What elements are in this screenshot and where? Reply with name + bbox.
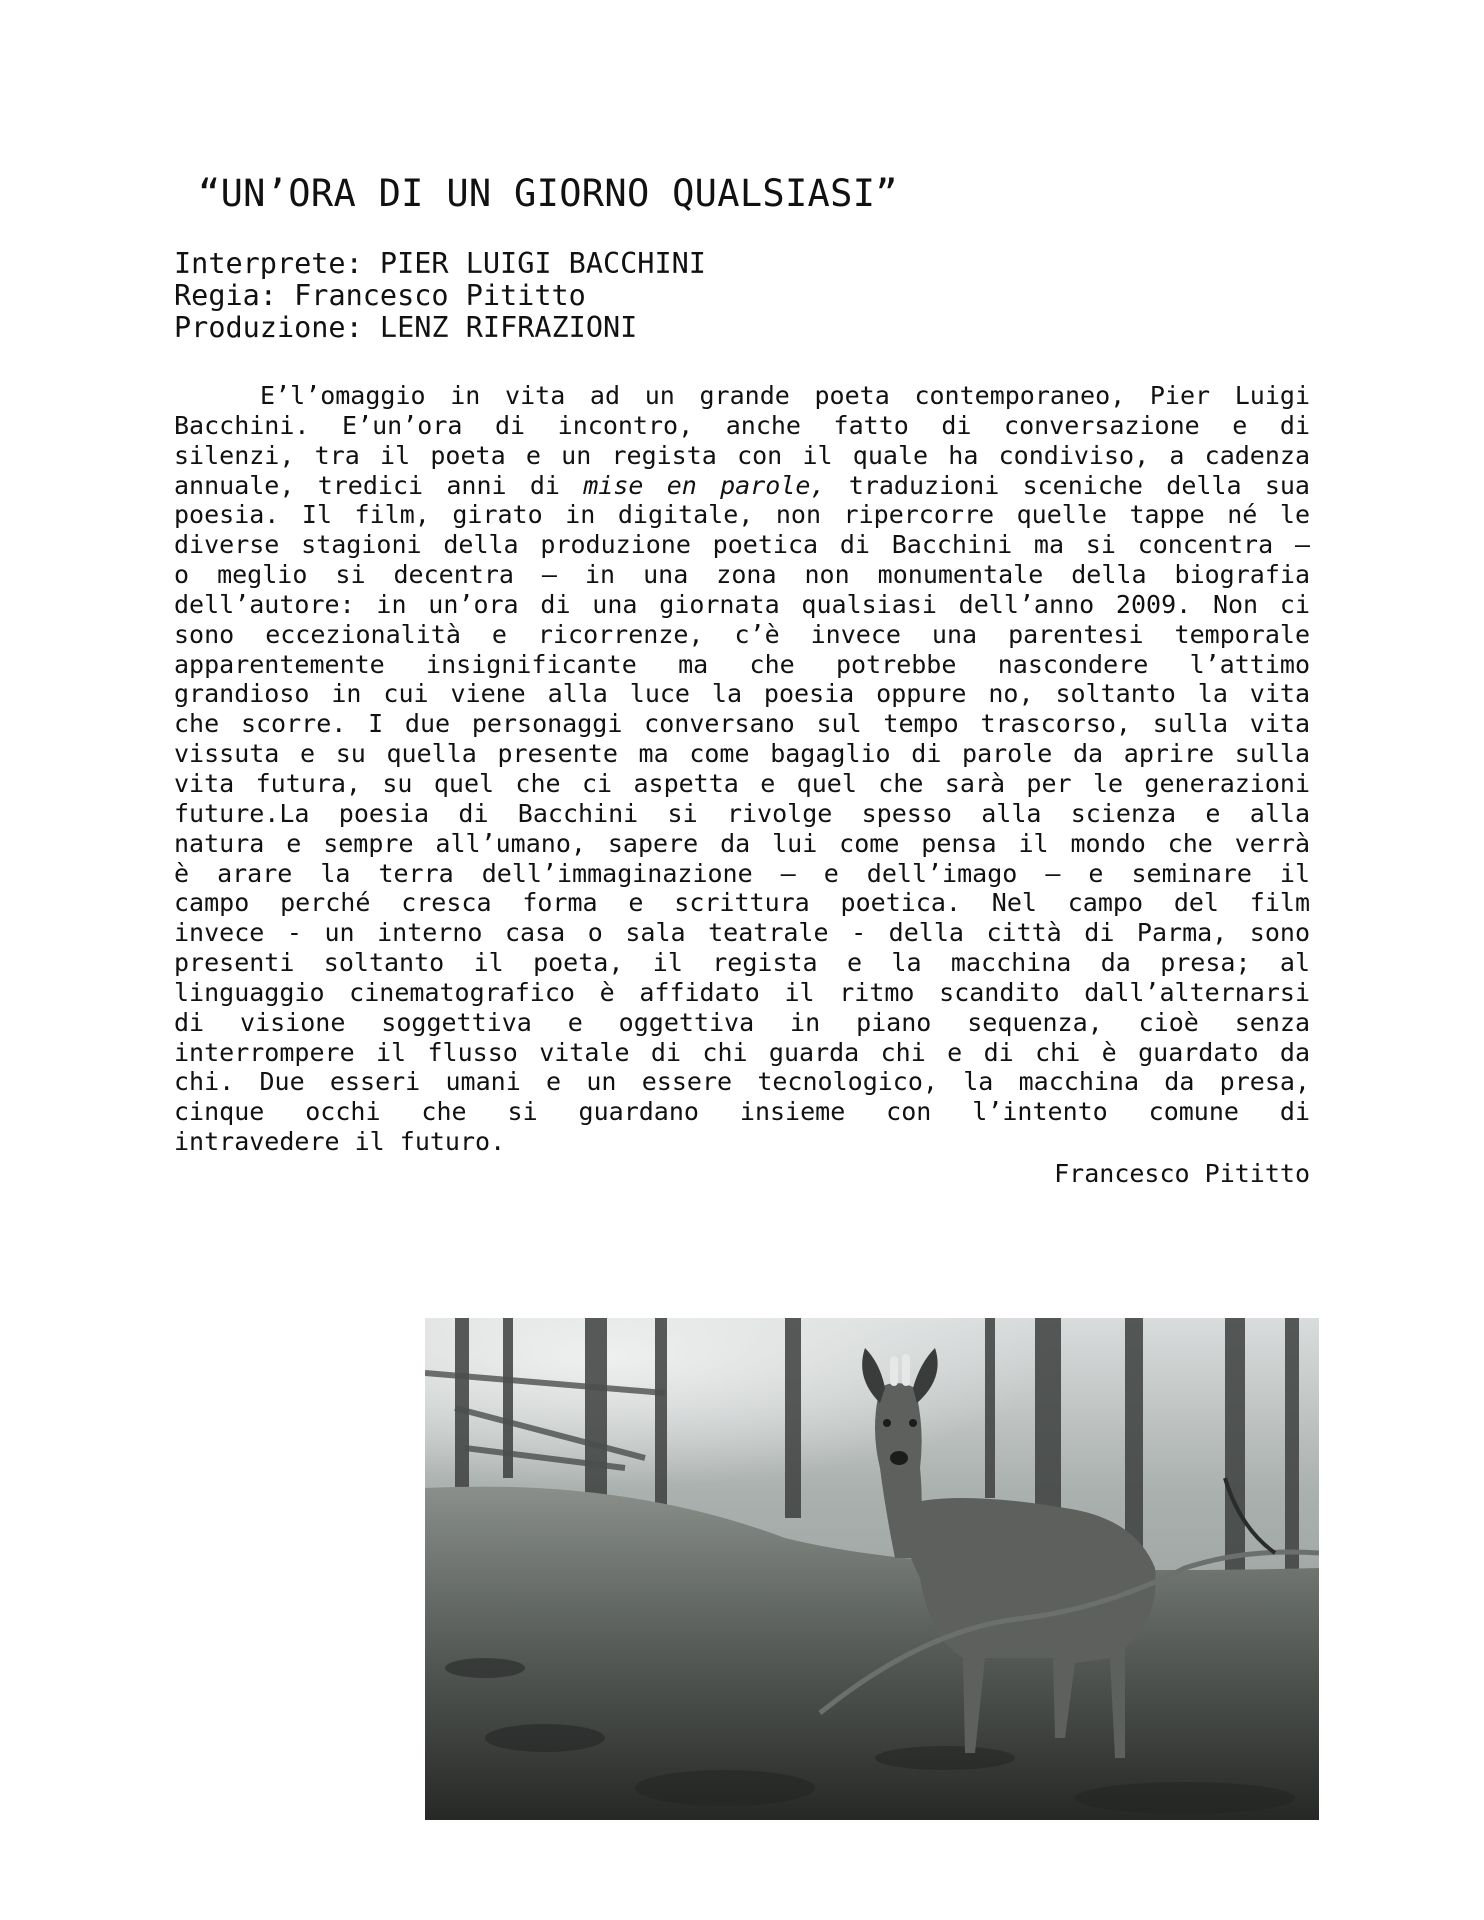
body-line: E’l’omaggio in vita ad un grande poeta contemporaneo, Pier Luigi [260,381,1310,410]
body-line: linguaggio cinematografico è affidato il ritmo scandito dall’alternarsi [174,977,1310,1007]
credit-value: Francesco Pititto [294,279,586,312]
body-line: dell’autore: in un’ora di una giornata qualsiasi dell’anno 2009. Non ci [174,589,1310,619]
credit-label: Regia: [174,279,277,312]
body-line: vita futura, su quel che ci aspetta e quel che sarà per le generazioni [174,768,1310,798]
credit-value: LENZ RIFRAZIONI [379,311,638,344]
italic-phrase: mise en parole, [583,470,826,500]
body-line: invece - un interno casa o sala teatrale - della città di Parma, sono [174,918,1310,948]
body-line: annuale, tredici anni di mise en parole, traduzioni sceniche della sua [174,470,1310,500]
credit-produzione [174,312,706,344]
body-line: interrompere il flusso vitale di chi guarda chi e di chi è guardato da [174,1037,1310,1067]
body-line: Bacchini. E’un’ora di incontro, anche fatto di conversazione e di [174,410,1310,440]
body-line: presenti soltanto il poeta, il regista e la macchina da presa; al [174,948,1310,978]
body-line: natura e sempre all’umano, sapere da lui come pensa il mondo che verrà [174,828,1310,858]
body-line: grandioso in cui viene alla luce la poesia oppure no, soltanto la vita [174,679,1310,709]
credit-label: Produzione: [174,311,363,344]
body-paragraph [174,381,1310,1157]
body-line: che scorre. I due personaggi conversano sul tempo trascorso, sulla vita [174,709,1310,739]
body-line: poesia. Il film, girato in digitale, non ripercorre quelle tappe né le [174,500,1310,530]
credit-regia [174,280,706,312]
body-line: sono eccezionalità e ricorrenze, c’è invece una parentesi temporale [174,619,1310,649]
body-line: o meglio si decentra – in una zona non monumentale della biografia [174,560,1310,590]
deer-photo-illustration [425,1318,1319,1820]
document-title: “UN’ORA DI UN GIORNO QUALSIASI” [198,172,898,215]
body-line: intravedere il futuro. [174,1127,506,1157]
body-line: di visione soggettiva e oggettiva in piano sequenza, cioè senza [174,1007,1310,1037]
body-line: vissuta e su quella presente ma come bagaglio di parole da aprire sulla [174,739,1310,769]
body-line: diverse stagioni della produzione poetica di Bacchini ma si concentra – [174,530,1310,560]
deer-photo [425,1318,1319,1820]
body-line: apparentemente insignificante ma che potrebbe nascondere l’attimo [174,649,1310,679]
body-line: chi. Due esseri umani e un essere tecnologico, la macchina da presa, [174,1067,1310,1097]
credits-block [174,248,706,344]
body-line: future.La poesia di Bacchini si rivolge spesso alla scienza e alla [174,798,1310,828]
credit-interprete [174,248,706,280]
body-line: silenzi, tra il poeta e un regista con il quale ha condiviso, a cadenza [174,440,1310,470]
credit-label: Interprete: [174,247,363,280]
body-line: campo perché cresca forma e scrittura poetica. Nel campo del film [174,888,1310,918]
credit-value: PIER LUIGI BACCHINI [379,247,706,280]
author-signature: Francesco Pititto [1054,1159,1310,1188]
body-line: è arare la terra dell’immaginazione – e dell’imago – e seminare il [174,858,1310,888]
body-line: cinque occhi che si guardano insieme con l’intento comune di [174,1097,1310,1127]
